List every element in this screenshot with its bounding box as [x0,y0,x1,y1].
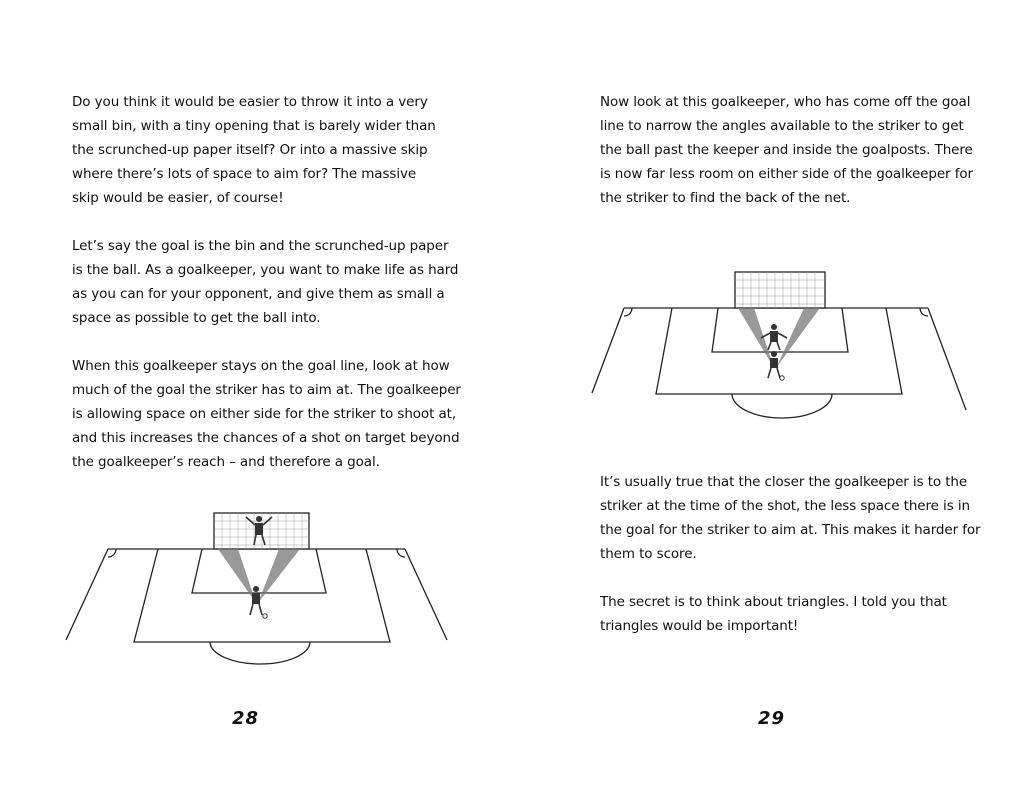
page-number: 29 [758,708,786,729]
right-page [512,0,1024,786]
goal-diagram-keeper-off-line [590,268,970,428]
page-number: 28 [232,708,260,729]
paragraph: Now look at this goalkeeper, who has come off the goal line to narrow the angles available to the striker to get the ball past the keeper and inside the goalposts. There is now far less room on either side of the goalkeeper for the striker to find the back of the net. [600,94,973,206]
goal-diagram-keeper-on-line [60,505,455,685]
paragraph: Let’s say the goal is the bin and the scrunched-up paper is the ball. As a goalkeeper, you want to make life as hard as you can for your opponent, and give them as small a space as possible to get the ball into. [72,238,459,326]
goal-net-icon [735,272,825,308]
paragraph: When this goalkeeper stays on the goal line, look at how much of the goal the striker has to aim at. The goalkeeper is allowing space on either side for the striker to shoot at, and this increases the chances of a shot on target beyond the goalkeeper’s reach – and therefore a goal. [72,358,461,470]
paragraph: It’s usually true that the closer the goalkeeper is to the striker at the time of the shot, the less space there is in the goal for the striker to aim at. This makes it harder for them to score. [600,474,981,562]
paragraph: The secret is to think about triangles. I told you that triangles would be important! [600,594,947,634]
striker-icon [768,351,784,380]
paragraph: Do you think it would be easier to throw it into a very small bin, with a tiny opening that is barely wider than the scrunched-up paper itself? Or into a massive skip where there’s lots of space to aim for? The massive skip would be easier, of course! [72,94,436,206]
